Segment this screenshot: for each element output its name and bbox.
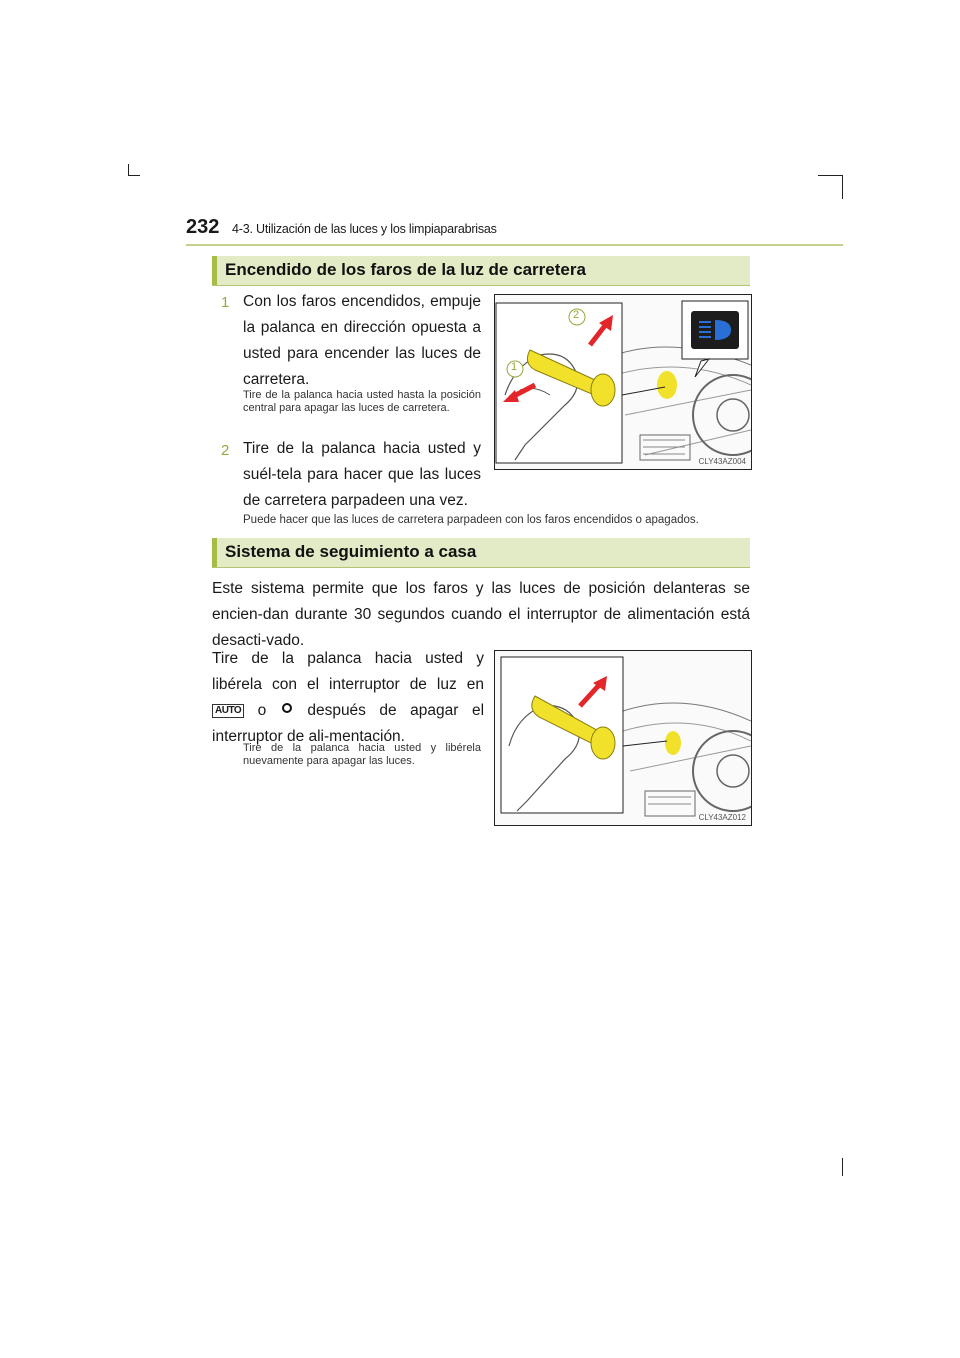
section-accent-bar	[212, 538, 217, 567]
callout-2: 2	[573, 309, 580, 321]
crop-mark-top-left-h	[128, 175, 140, 176]
instruction-connector: o	[257, 702, 267, 720]
chapter-title: 4-3. Utilización de las luces y los limpiaparabrisas	[232, 222, 497, 236]
crop-mark-top-left-v	[128, 164, 129, 175]
auto-switch-icon: AUTO	[212, 704, 244, 718]
header-rule	[186, 244, 843, 246]
figure-code: CLY43AZ012	[698, 813, 746, 822]
section-underline	[212, 567, 750, 568]
section-header-high-beam	[212, 256, 750, 285]
crop-mark-bottom-right-v	[842, 1158, 843, 1176]
section-accent-bar	[212, 256, 217, 285]
figure-illustration	[495, 651, 751, 825]
figure-illustration	[495, 295, 751, 469]
section-2-instruction	[212, 646, 484, 750]
headlight-switch-icon	[280, 698, 294, 724]
step-number-2: 2	[221, 442, 230, 459]
section-header-follow-me-home	[212, 538, 750, 567]
footnote-flash: Puede hacer que las luces de carretera parpadeen con los faros encendidos o apagados.	[243, 514, 699, 526]
instruction-pre: Tire de la palanca hacia usted y libérela con el interruptor de luz en	[212, 650, 484, 693]
figure-follow-me-home-lever	[494, 650, 752, 826]
step-number-1: 1	[221, 294, 230, 311]
step-2-text: Tire de la palanca hacia usted y suél-tela para hacer que las luces de carretera parpadeen una vez.	[243, 440, 481, 509]
section-title: Sistema de seguimiento a casa	[225, 542, 477, 561]
figure-high-beam-lever	[494, 294, 752, 470]
figure-code: CLY43AZ004	[698, 457, 746, 466]
section-title: Encendido de los faros de la luz de carretera	[225, 260, 586, 279]
step-1-text: Con los faros encendidos, empuje la palanca en dirección opuesta a usted para encender las luces de carretera.	[243, 293, 481, 388]
section-2-intro: Este sistema permite que los faros y las luces de posición delanteras se encien-dan durante 30 segundos cuando el interruptor de alimentación está desacti-vado.	[212, 580, 750, 649]
instruction-post: después de apagar el interruptor de ali-mentación.	[212, 702, 485, 746]
step-1-note: Tire de la palanca hacia usted hasta la posición central para apagar las luces de carretera.	[243, 389, 481, 414]
section-2-note: Tire de la palanca hacia usted y libérela nuevamente para apagar las luces.	[243, 742, 481, 767]
lever-target	[657, 371, 677, 399]
section-underline	[212, 285, 750, 286]
crop-mark-top-right-h	[818, 175, 842, 176]
page-number: 232	[186, 216, 220, 238]
callout-1: 1	[511, 361, 518, 373]
crop-mark-top-right-v	[842, 175, 843, 199]
